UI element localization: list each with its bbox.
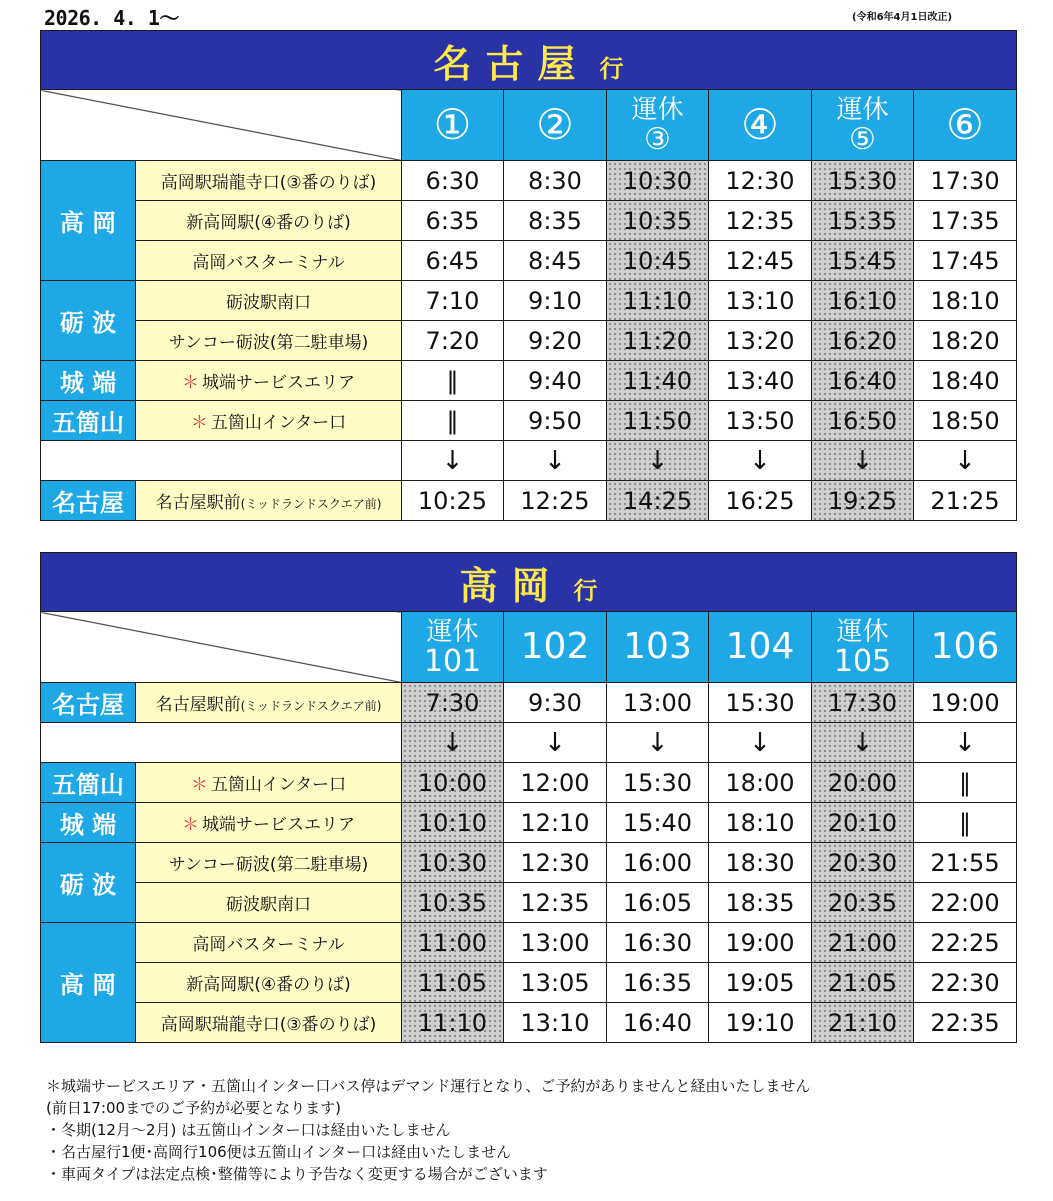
- table-row: [41, 361, 1017, 401]
- table-row: [41, 883, 1017, 923]
- stop-name: 砺波駅南口: [136, 281, 402, 321]
- time-cell: 15:40: [607, 803, 709, 843]
- down-arrow-icon: ↓: [504, 441, 607, 481]
- down-arrow-icon: ↓: [709, 441, 812, 481]
- suspended-label: 運休: [836, 94, 889, 125]
- time-cell: 18:10: [709, 803, 812, 843]
- time-cell-suspended: 11:10: [402, 1003, 504, 1043]
- time-cell: 12:30: [504, 843, 607, 883]
- time-cell-suspended: 11:10: [607, 281, 709, 321]
- stop-name: サンコー砺波(第二駐車場): [136, 843, 402, 883]
- stop-name: 高岡バスターミナル: [136, 923, 402, 963]
- time-cell-suspended: 10:30: [607, 161, 709, 201]
- time-cell-suspended: 10:35: [402, 883, 504, 923]
- down-arrow-icon: ↓: [914, 441, 1017, 481]
- time-cell: 18:30: [709, 843, 812, 883]
- time-cell-suspended: 11:50: [607, 401, 709, 441]
- time-cell-suspended: 21:10: [812, 1003, 914, 1043]
- time-cell: 9:30: [504, 683, 607, 723]
- stop-name-nagoya: [136, 683, 402, 723]
- bus-header-4: ④: [709, 90, 812, 161]
- timetable-to-takaoka: [40, 552, 1017, 1043]
- bus-header-102: 102: [504, 612, 607, 683]
- bus-header-105: [812, 612, 914, 683]
- bus-header-103: 103: [607, 612, 709, 683]
- blank-cell: [41, 441, 402, 481]
- table-title: [41, 31, 1017, 90]
- time-cell: 16:05: [607, 883, 709, 923]
- title-suffix: 行: [573, 576, 598, 605]
- time-cell: 18:10: [914, 281, 1017, 321]
- time-cell: 7:20: [402, 321, 504, 361]
- time-cell: 16:40: [607, 1003, 709, 1043]
- stop-name-detail: (ミッドランドスクエア前): [240, 699, 382, 713]
- time-cell: 9:20: [504, 321, 607, 361]
- timetable-to-nagoya: [40, 30, 1017, 521]
- table-row: [41, 161, 1017, 201]
- time-cell: ‖: [402, 401, 504, 441]
- time-cell: 19:00: [914, 683, 1017, 723]
- time-cell-suspended: 11:00: [402, 923, 504, 963]
- effective-date: 2026. 4. 1〜: [44, 6, 179, 30]
- stop-name-demand: [136, 401, 402, 441]
- time-cell: 6:35: [402, 201, 504, 241]
- bus-header-5: [812, 90, 914, 161]
- time-cell: 22:30: [914, 963, 1017, 1003]
- time-cell-suspended: 20:00: [812, 763, 914, 803]
- down-arrow-icon: ↓: [812, 723, 914, 763]
- table-row: [41, 401, 1017, 441]
- arrow-row: [41, 441, 1017, 481]
- time-cell-suspended: 10:10: [402, 803, 504, 843]
- bus-number: ⑤: [849, 121, 876, 157]
- time-cell-suspended: 15:35: [812, 201, 914, 241]
- bus-header-104: 104: [709, 612, 812, 683]
- asterisk-icon: ＊: [190, 775, 208, 795]
- region-gokayama: 五箇山: [41, 401, 136, 441]
- title-destination: 高岡: [459, 563, 564, 608]
- time-cell: 21:25: [914, 481, 1017, 521]
- table-row: [41, 803, 1017, 843]
- suspended-label: 運休: [631, 94, 684, 125]
- time-cell: 15:30: [709, 683, 812, 723]
- time-cell: 16:30: [607, 923, 709, 963]
- bus-header-2: ②: [504, 90, 607, 161]
- time-cell-suspended: 20:10: [812, 803, 914, 843]
- time-cell: 15:30: [607, 763, 709, 803]
- region-tonami: 砺 波: [41, 843, 136, 923]
- region-takaoka: 高 岡: [41, 923, 136, 1043]
- time-cell: 13:10: [504, 1003, 607, 1043]
- time-cell: 13:40: [709, 361, 812, 401]
- stop-name: 高岡駅瑞龍寺口(③番のりば): [136, 1003, 402, 1043]
- time-cell: 6:30: [402, 161, 504, 201]
- time-cell: 12:35: [709, 201, 812, 241]
- table-row: [41, 321, 1017, 361]
- stop-name-demand: [136, 803, 402, 843]
- asterisk-icon: ＊: [190, 413, 208, 433]
- stop-name: 新高岡駅(④番のりば): [136, 963, 402, 1003]
- time-cell: 8:45: [504, 241, 607, 281]
- time-cell: 22:35: [914, 1003, 1017, 1043]
- bus-number: 101: [423, 643, 482, 679]
- time-cell: 16:25: [709, 481, 812, 521]
- region-johana: 城 端: [41, 803, 136, 843]
- stop-name-demand: [136, 763, 402, 803]
- time-cell-suspended: 15:30: [812, 161, 914, 201]
- down-arrow-icon: ↓: [607, 441, 709, 481]
- time-cell: 18:35: [709, 883, 812, 923]
- time-cell-suspended: 16:40: [812, 361, 914, 401]
- table-row: [41, 281, 1017, 321]
- stop-name: 高岡駅瑞龍寺口(③番のりば): [136, 161, 402, 201]
- table-row: [41, 241, 1017, 281]
- time-cell: 12:25: [504, 481, 607, 521]
- time-cell-suspended: 16:20: [812, 321, 914, 361]
- time-cell: 19:05: [709, 963, 812, 1003]
- time-cell: 12:30: [709, 161, 812, 201]
- stop-name: 砺波駅南口: [136, 883, 402, 923]
- down-arrow-icon: ↓: [402, 441, 504, 481]
- table-row: [41, 1003, 1017, 1043]
- arrow-row: [41, 723, 1017, 763]
- region-takaoka: 高 岡: [41, 161, 136, 281]
- time-cell: 10:25: [402, 481, 504, 521]
- stop-name-detail: (ミッドランドスクエア前): [240, 497, 382, 511]
- time-cell: 16:35: [607, 963, 709, 1003]
- asterisk-icon: ＊: [182, 373, 199, 393]
- time-cell: 13:20: [709, 321, 812, 361]
- time-cell: 9:50: [504, 401, 607, 441]
- region-nagoya: 名古屋: [41, 683, 136, 723]
- time-cell-suspended: 16:10: [812, 281, 914, 321]
- time-cell: 17:30: [914, 161, 1017, 201]
- time-cell-suspended: 15:45: [812, 241, 914, 281]
- time-cell: 13:00: [504, 923, 607, 963]
- time-cell: ‖: [914, 763, 1017, 803]
- time-cell: 18:00: [709, 763, 812, 803]
- time-cell: 8:35: [504, 201, 607, 241]
- down-arrow-icon: ↓: [709, 723, 812, 763]
- time-cell-suspended: 10:45: [607, 241, 709, 281]
- table-row: [41, 923, 1017, 963]
- time-cell: 9:10: [504, 281, 607, 321]
- table-row: [41, 963, 1017, 1003]
- time-cell: 16:00: [607, 843, 709, 883]
- table-row: [41, 683, 1017, 723]
- bus-header-6: ⑥: [914, 90, 1017, 161]
- time-cell-suspended: 20:30: [812, 843, 914, 883]
- stop-name: 名古屋駅前: [155, 695, 241, 715]
- note-line: ＊城端サービスエリア・五箇山インター口バス停はデマンド運行となり、ご予約がありませんと経由いたしません: [46, 1077, 811, 1095]
- bus-number: 105: [833, 643, 892, 679]
- revision-note: (令和6年4月1日改正): [852, 12, 953, 23]
- time-cell: 7:10: [402, 281, 504, 321]
- stop-name-demand: [136, 361, 402, 401]
- time-cell: ‖: [914, 803, 1017, 843]
- stop-name: 名古屋駅前: [155, 493, 241, 513]
- bus-header-3: [607, 90, 709, 161]
- down-arrow-icon: ↓: [914, 723, 1017, 763]
- down-arrow-icon: ↓: [607, 723, 709, 763]
- table-row: [41, 843, 1017, 883]
- time-cell-suspended: 11:05: [402, 963, 504, 1003]
- table-title: [41, 553, 1017, 612]
- bus-number: ③: [644, 121, 671, 157]
- stop-name: 城端サービスエリア: [202, 373, 355, 393]
- time-cell-suspended: 21:05: [812, 963, 914, 1003]
- time-cell: 8:30: [504, 161, 607, 201]
- time-cell-suspended: 11:40: [607, 361, 709, 401]
- bus-header-1: ①: [402, 90, 504, 161]
- time-cell: 13:50: [709, 401, 812, 441]
- time-cell-suspended: 17:30: [812, 683, 914, 723]
- time-cell-suspended: 19:25: [812, 481, 914, 521]
- table-row: [41, 481, 1017, 521]
- time-cell: 12:00: [504, 763, 607, 803]
- time-cell-suspended: 10:30: [402, 843, 504, 883]
- down-arrow-icon: ↓: [402, 723, 504, 763]
- time-cell: 13:00: [607, 683, 709, 723]
- stop-name: 高岡バスターミナル: [136, 241, 402, 281]
- time-cell: 18:20: [914, 321, 1017, 361]
- down-arrow-icon: ↓: [504, 723, 607, 763]
- bus-header-106: 106: [914, 612, 1017, 683]
- time-cell: 21:55: [914, 843, 1017, 883]
- region-gokayama: 五箇山: [41, 763, 136, 803]
- time-cell: 12:10: [504, 803, 607, 843]
- time-cell: 22:25: [914, 923, 1017, 963]
- region-johana: 城 端: [41, 361, 136, 401]
- time-cell: 9:40: [504, 361, 607, 401]
- down-arrow-icon: ↓: [812, 441, 914, 481]
- time-cell: 12:35: [504, 883, 607, 923]
- time-cell: 17:45: [914, 241, 1017, 281]
- time-cell-suspended: 14:25: [607, 481, 709, 521]
- header-corner: [41, 90, 402, 161]
- stop-name: 城端サービスエリア: [202, 815, 355, 835]
- stop-name: 五箇山インター口: [210, 775, 347, 795]
- bus-header-101: [402, 612, 504, 683]
- title-suffix: 行: [599, 54, 624, 83]
- time-cell: ‖: [402, 361, 504, 401]
- note-line: ・冬期(12月～2月) は五箇山インター口は経由いたしません: [46, 1121, 451, 1139]
- title-destination: 名古屋: [433, 41, 590, 86]
- time-cell: 19:00: [709, 923, 812, 963]
- time-cell: 12:45: [709, 241, 812, 281]
- time-cell: 17:35: [914, 201, 1017, 241]
- note-line: (前日17:00までのご予約が必要となります): [46, 1099, 341, 1117]
- time-cell-suspended: 7:30: [402, 683, 504, 723]
- time-cell: 22:00: [914, 883, 1017, 923]
- table-row: [41, 201, 1017, 241]
- time-cell-suspended: 21:00: [812, 923, 914, 963]
- time-cell: 13:05: [504, 963, 607, 1003]
- time-cell-suspended: 10:00: [402, 763, 504, 803]
- time-cell: 19:10: [709, 1003, 812, 1043]
- asterisk-icon: ＊: [182, 815, 199, 835]
- time-cell-suspended: 20:35: [812, 883, 914, 923]
- time-cell: 6:45: [402, 241, 504, 281]
- time-cell-suspended: 10:35: [607, 201, 709, 241]
- time-cell-suspended: 16:50: [812, 401, 914, 441]
- stop-name: サンコー砺波(第二駐車場): [136, 321, 402, 361]
- region-nagoya: 名古屋: [41, 481, 136, 521]
- note-line: ・車両タイプは法定点検･整備等により予告なく変更する場合がございます: [46, 1165, 548, 1183]
- stop-name: 新高岡駅(④番のりば): [136, 201, 402, 241]
- note-line: ・名古屋行1便･高岡行106便は五箇山インター口は経由いたしません: [46, 1143, 512, 1161]
- time-cell-suspended: 11:20: [607, 321, 709, 361]
- time-cell: 18:50: [914, 401, 1017, 441]
- time-cell: 13:10: [709, 281, 812, 321]
- notes: [46, 1075, 810, 1185]
- stop-name-nagoya: [136, 481, 402, 521]
- region-tonami: 砺 波: [41, 281, 136, 361]
- header-corner: [41, 612, 402, 683]
- table-row: [41, 763, 1017, 803]
- suspended-label: 運休: [836, 616, 889, 647]
- time-cell: 18:40: [914, 361, 1017, 401]
- suspended-label: 運休: [426, 616, 479, 647]
- stop-name: 五箇山インター口: [210, 413, 347, 433]
- blank-cell: [41, 723, 402, 763]
